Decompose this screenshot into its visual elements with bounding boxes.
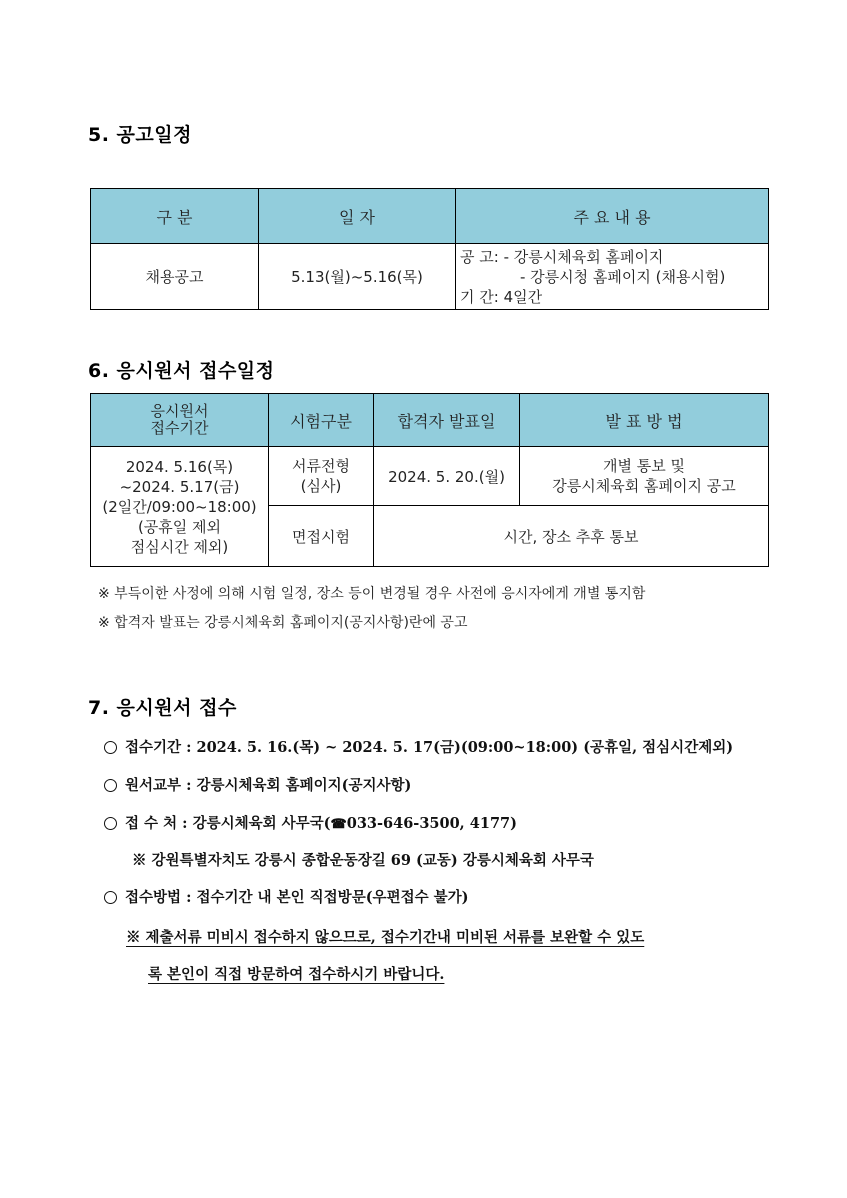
circle-bullet-icon <box>104 891 117 904</box>
office-address: ※ 강원특별자치도 강릉시 종합운동장길 69 (교동) 강릉시체육회 사무국 <box>132 852 594 869</box>
cell-content <box>456 244 769 310</box>
period-line: 2024. 5.16(목) <box>125 457 234 476</box>
col-header-announce-date: 합격자 발표일 <box>374 394 520 447</box>
header-line: 응시원서 <box>150 402 209 420</box>
cell-method <box>520 447 769 506</box>
cell-interview-note: 시간, 장소 추후 통보 <box>374 506 769 567</box>
col-header-period <box>91 394 269 447</box>
section7-title: 7. 응시원서 접수 <box>88 697 237 719</box>
item-text: 접 수 처 : 강릉시체육회 사무국( <box>125 815 331 832</box>
method-line: 강릉시체육회 홈페이지 공고 <box>552 477 736 495</box>
header-line: 접수기간 <box>150 419 209 437</box>
reception-method <box>104 886 469 907</box>
application-schedule-table <box>90 393 769 567</box>
section5-title: 5. 공고일정 <box>88 124 192 146</box>
schedule-note: ※ 합격자 발표는 강릉시체육회 홈페이지(공지사항)란에 공고 <box>98 615 468 631</box>
schedule-note: ※ 부득이한 사정에 의해 시험 일정, 장소 등이 변경될 경우 사전에 응시자에게 개별 통지함 <box>98 586 646 602</box>
period-line: 점심시간 제외) <box>130 537 229 556</box>
content-line: 기 간: 4일간 <box>460 287 543 306</box>
period-line: (2일간/09:00~18:00) <box>102 497 257 516</box>
cell-announce-date: 2024. 5. 20.(월) <box>374 447 520 506</box>
type-line: (심사) <box>300 477 342 495</box>
col-header-method: 발 표 방 법 <box>520 394 769 447</box>
item-text: 033-646-3500, 4177) <box>346 815 517 832</box>
reception-office <box>104 812 517 833</box>
period-line: ~2024. 5.17(금) <box>119 477 240 496</box>
warning-line: ※ 제출서류 미비시 접수하지 않으므로, 접수기간내 미비된 서류를 보완할 수 있도 <box>126 929 645 946</box>
schedule-table <box>90 188 769 310</box>
reception-period <box>104 736 733 757</box>
item-text: 접수기간 : 2024. 5. 16.(목) ~ 2024. 5. 17(금)(09:00~18:00) (공휴일, 점심시간제외) <box>125 739 734 756</box>
col-header-date: 일 자 <box>259 189 456 244</box>
content-line: - 강릉시청 홈페이지 (채용시험) <box>520 267 726 286</box>
cell-period <box>91 447 269 567</box>
circle-bullet-icon <box>104 779 117 792</box>
section6-title: 6. 응시원서 접수일정 <box>88 360 275 382</box>
form-distribution <box>104 774 411 795</box>
cell-date: 5.13(월)~5.16(목) <box>259 244 456 310</box>
cell-category: 채용공고 <box>91 244 259 310</box>
circle-bullet-icon <box>104 741 117 754</box>
content-line: 공 고: - 강릉시체육회 홈페이지 <box>460 247 664 266</box>
type-line: 서류전형 <box>292 457 350 475</box>
item-text: 접수방법 : 접수기간 내 본인 직접방문(우편접수 불가) <box>125 889 469 906</box>
warning-line: 록 본인이 직접 방문하여 접수하시기 바랍니다. <box>148 966 445 983</box>
circle-bullet-icon <box>104 817 117 830</box>
method-line: 개별 통보 및 <box>603 457 685 475</box>
phone-icon: ☎ <box>330 817 347 832</box>
col-header-content: 주 요 내 용 <box>456 189 769 244</box>
period-line: (공휴일 제외 <box>137 517 222 536</box>
cell-type-interview: 면접시험 <box>269 506 374 567</box>
cell-type-document <box>269 447 374 506</box>
col-header-category: 구 분 <box>91 189 259 244</box>
item-text: 원서교부 : 강릉시체육회 홈페이지(공지사항) <box>125 777 412 794</box>
col-header-type: 시험구분 <box>269 394 374 447</box>
